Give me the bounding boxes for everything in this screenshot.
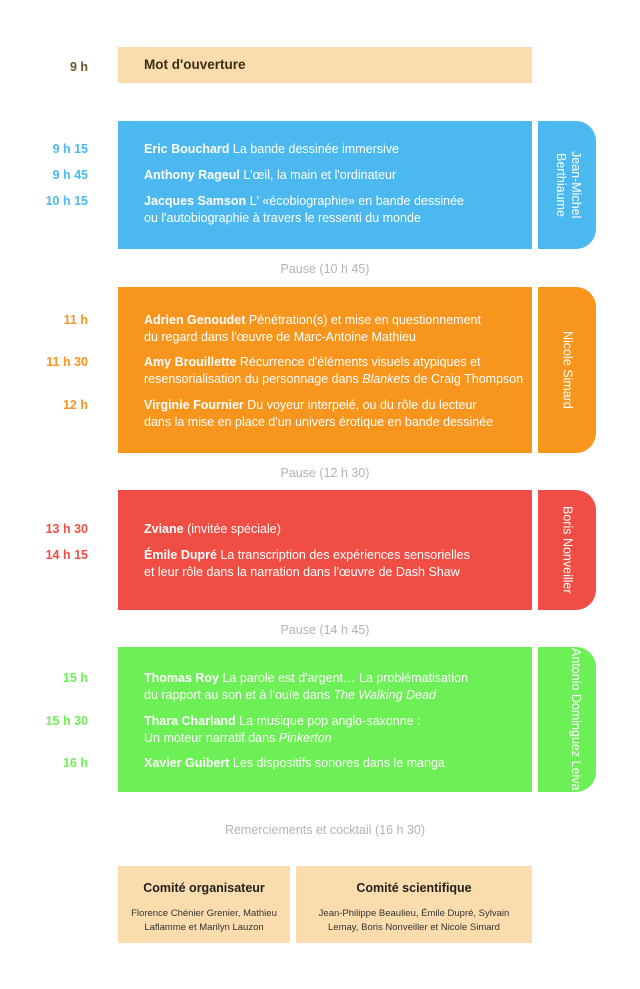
talk-s2-3: Virginie Fournier Du voyeur interpelé, ou du rôle du lecteur dans la mise en place d'un univers érotique en bande dessinée: [144, 398, 494, 429]
talk-s1-2: Anthony Rageul L'œil, la main et l'ordinateur: [144, 168, 397, 182]
pause-2: Pause (12 h 30): [280, 466, 370, 480]
moderator-s1: Jean-Michel Berthiaume: [554, 151, 583, 219]
closing-note: Remerciements et cocktail (16 h 30): [224, 823, 426, 837]
time-s4-1: 15 h: [62, 671, 88, 685]
committee-scientific-names: Jean-Philippe Beaulieu, Émile Dupré, Sylvain Lemay, Boris Nonveiller et Nicole Simard: [318, 908, 510, 933]
moderator-tab-s4: [538, 647, 596, 792]
talk-s1-1: Eric Bouchard La bande dessinée immersive: [144, 142, 399, 156]
committee-organizing-names: Florence Chénier Grenier, Mathieu Laflamme et Marilyn Lauzon: [131, 908, 277, 933]
moderator-s2: Nicole Simard: [560, 331, 575, 409]
talk-s2-1: Adrien Genoudet Pénétration(s) et mise en questionnement du regard dans l'œuvre de Marc-Antoine Mathieu: [144, 313, 481, 344]
time-s3-1: 13 h 30: [45, 522, 88, 536]
committee-scientific: [296, 866, 532, 943]
pause-3: Pause (14 h 45): [280, 623, 370, 637]
talk-s4-1: Thomas Roy La parole est d'argent… La problématisation du rapport au son et à l'ouïe dans The Walking Dead: [144, 671, 469, 702]
moderator-tab-s3: [538, 490, 596, 610]
opening-time: 9 h: [69, 60, 88, 74]
time-s1-3: 10 h 15: [45, 194, 88, 208]
time-s1-2: 9 h 45: [52, 168, 88, 182]
time-s4-2: 15 h 30: [45, 714, 88, 728]
moderator-tab-s1: [538, 121, 596, 249]
time-s1-1: 9 h 15: [52, 142, 88, 156]
moderator-s4: Antonio Dominguez Leiva: [569, 648, 583, 791]
talk-s3-1: Zviane (invitée spéciale): [144, 522, 281, 536]
time-s4-3: 16 h: [62, 756, 88, 770]
time-s2-1: 11 h: [63, 313, 88, 327]
time-s3-2: 14 h 15: [45, 548, 88, 562]
talk-s3-2: Émile Dupré La transcription des expériences sensorielles et leur rôle dans la narration dans l'œuvre de Dash Shaw: [144, 548, 470, 579]
talk-s4-3: Xavier Guibert Les dispositifs sonores dans le manga: [144, 756, 445, 770]
opening-title: Mot d'ouverture: [144, 57, 246, 72]
opening-block: [118, 47, 532, 83]
pause-1: Pause (10 h 45): [280, 262, 370, 276]
time-s2-3: 12 h: [62, 398, 88, 412]
talk-s1-3: Jacques Samson L' «écobiographie» en bande dessinée ou l'autobiographie à travers le ressenti du monde: [144, 194, 464, 225]
talk-s4-2: Thara Charland La musique pop anglo-saxonne : Un moteur narratif dans Pinkerton: [144, 714, 421, 745]
moderator-s3: Boris Nonveiller: [560, 506, 575, 594]
committee-scientific-title: Comité scientifique: [356, 881, 472, 895]
talk-s2-2: Amy Brouillette Récurrence d'éléments visuels atypiques et resensorialisation du personnage dans Blankets de Craig Thompson: [144, 355, 524, 386]
committee-organizing: [118, 866, 290, 943]
committee-organizing-title: Comité organisateur: [143, 881, 265, 895]
time-s2-2: 11 h 30: [46, 355, 88, 369]
moderator-tab-s2: [538, 287, 596, 453]
